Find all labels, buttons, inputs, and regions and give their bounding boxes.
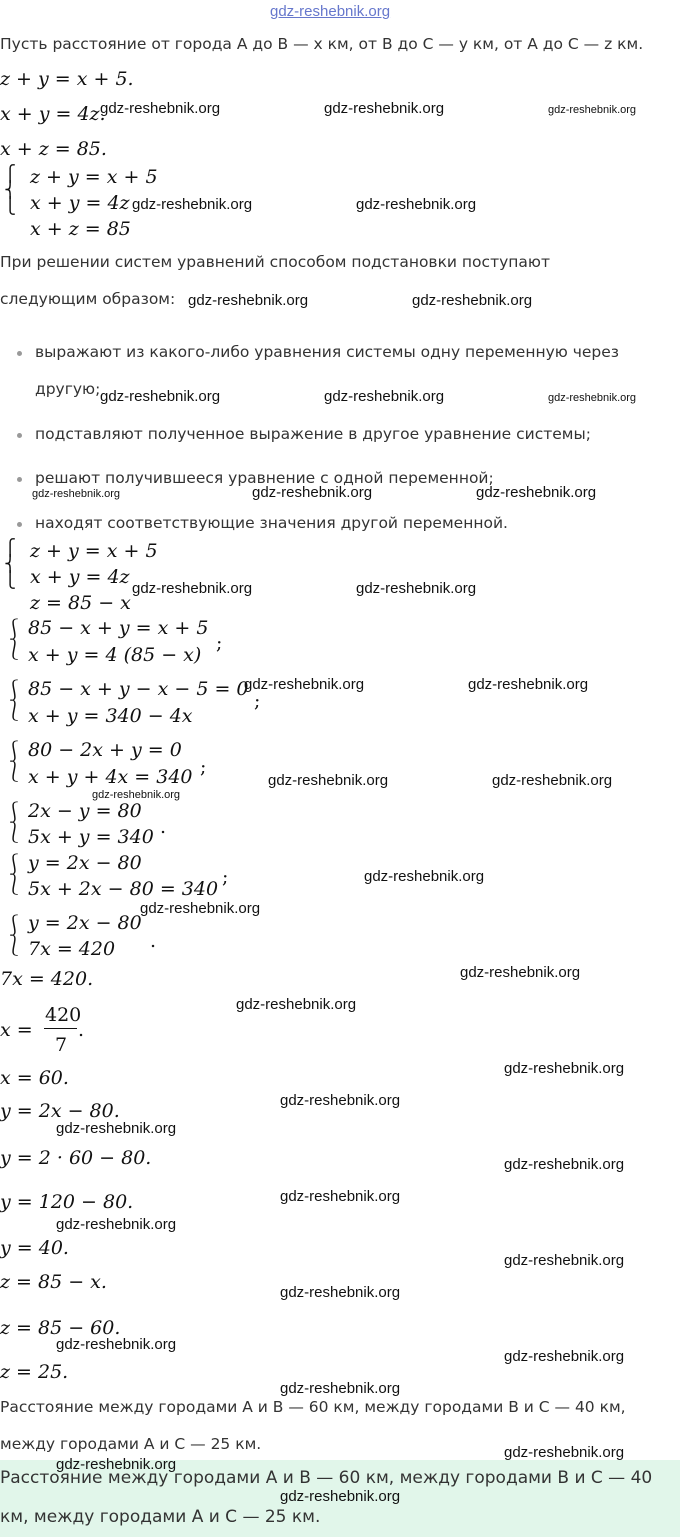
watermark: gdz-reshebnik.org — [280, 1284, 401, 1301]
step-z: z = 25. — [0, 1361, 69, 1383]
system-4-eq-2: x + y = 340 − 4x — [28, 705, 193, 727]
watermark: gdz-reshebnik.org — [324, 100, 445, 117]
watermark: gdz-reshebnik.org — [236, 996, 357, 1013]
watermark: gdz-reshebnik.org — [280, 1380, 401, 1397]
fraction-lhs: x = — [0, 1019, 33, 1041]
system-brace: ⎰ ⎱ — [4, 617, 24, 661]
answer-line-2: между городами А и С — 25 км. — [0, 1435, 262, 1453]
watermark: gdz-reshebnik.org — [504, 1252, 625, 1269]
fraction-numerator: 420 — [45, 1004, 82, 1026]
separator: ; — [254, 690, 261, 712]
system-brace: ⎰ ⎱ — [4, 913, 24, 957]
watermark: gdz-reshebnik.org — [504, 1444, 625, 1461]
method-text-1: При решении систем уравнений способом подстановки поступают — [0, 253, 550, 271]
system-brace: ⎰ ⎱ — [4, 739, 24, 783]
system-7-eq-2: 5x + 2x − 80 = 340 — [28, 878, 219, 900]
equation-2: x + y = 4z. — [0, 103, 106, 125]
watermark: gdz-reshebnik.org — [244, 676, 365, 693]
system-5-eq-1: 80 − 2x + y = 0 — [28, 739, 182, 761]
separator: ; — [222, 866, 229, 888]
system-brace: ⎰ ⎱ — [4, 678, 24, 722]
system-3-eq-1: 85 − x + y = x + 5 — [28, 617, 209, 639]
bullet-1-line-2: другую; — [35, 380, 101, 398]
bullet-dot — [17, 351, 22, 356]
watermark: gdz-reshebnik.org — [56, 1456, 177, 1473]
watermark: gdz-reshebnik.org — [132, 196, 253, 213]
system-brace: ⎰ ⎱ — [4, 800, 24, 844]
fraction-bar — [44, 1028, 77, 1029]
watermark: gdz-reshebnik.org — [356, 196, 477, 213]
watermark: gdz-reshebnik.org — [548, 392, 637, 404]
watermark: gdz-reshebnik.org — [100, 100, 221, 117]
watermark: gdz-reshebnik.org — [412, 292, 533, 309]
separator: ; — [216, 632, 223, 654]
system-3-eq-2: x + y = 4 (85 − x) — [28, 644, 202, 666]
step-z-sub: z = 85 − 60. — [0, 1317, 121, 1339]
separator: . — [160, 816, 167, 838]
watermark: gdz-reshebnik.org — [324, 388, 445, 405]
equation-3: x + z = 85. — [0, 138, 107, 160]
watermark: gdz-reshebnik.org — [280, 1092, 401, 1109]
bullet-1-line-1: выражают из какого-либо уравнения системы одну переменную через — [35, 343, 620, 361]
watermark: gdz-reshebnik.org — [92, 789, 181, 801]
watermark: gdz-reshebnik.org — [32, 488, 121, 500]
watermark: gdz-reshebnik.org — [548, 104, 637, 116]
watermark: gdz-reshebnik.org — [468, 676, 589, 693]
watermark: gdz-reshebnik.org — [356, 580, 477, 597]
bullet-dot — [17, 477, 22, 482]
watermark: gdz-reshebnik.org — [364, 868, 485, 885]
step-x: x = 60. — [0, 1067, 69, 1089]
step-y-sub: y = 2 · 60 − 80. — [0, 1147, 152, 1169]
watermark: gdz-reshebnik.org — [476, 484, 597, 501]
watermark: gdz-reshebnik.org — [504, 1060, 625, 1077]
system-2-eq-1: z + y = x + 5 — [30, 540, 158, 562]
separator: . — [78, 1019, 85, 1041]
bullet-dot — [17, 522, 22, 527]
system-brace: ⎧ ⎨ ⎩ — [4, 164, 16, 215]
watermark: gdz-reshebnik.org — [460, 964, 581, 981]
site-header-link[interactable]: gdz-reshebnik.org — [270, 3, 391, 20]
final-answer-line-2: км, между городами А и С — 25 км. — [0, 1507, 321, 1527]
system-6-eq-1: 2x − y = 80 — [28, 800, 142, 822]
system-8-eq-2: 7x = 420 — [28, 938, 116, 960]
watermark: gdz-reshebnik.org — [252, 484, 373, 501]
system-2-eq-3: z = 85 − x — [30, 592, 131, 614]
watermark: gdz-reshebnik.org — [504, 1348, 625, 1365]
watermark: gdz-reshebnik.org — [492, 772, 613, 789]
step-z-expr: z = 85 − x. — [0, 1271, 107, 1293]
step-y-expr: y = 2x − 80. — [0, 1100, 120, 1122]
watermark: gdz-reshebnik.org — [56, 1336, 177, 1353]
step-y-calc: y = 120 − 80. — [0, 1191, 134, 1213]
watermark: gdz-reshebnik.org — [56, 1120, 177, 1137]
system-brace: ⎧ ⎨ ⎩ — [4, 538, 16, 589]
bullet-2: подставляют полученное выражение в другое уравнение системы; — [35, 425, 591, 443]
system-2-eq-2: x + y = 4z — [30, 566, 130, 588]
watermark: gdz-reshebnik.org — [100, 388, 221, 405]
system-7-eq-1: y = 2x − 80 — [28, 852, 142, 874]
system-1-eq-2: x + y = 4z — [30, 192, 130, 214]
step-y: y = 40. — [0, 1237, 69, 1259]
separator: ; — [200, 756, 207, 778]
watermark: gdz-reshebnik.org — [280, 1188, 401, 1205]
intro-text: Пусть расстояние от города А до В — x км, от В до С — y км, от А до С — z км. — [0, 35, 644, 53]
watermark: gdz-reshebnik.org — [56, 1216, 177, 1233]
system-1-eq-3: x + z = 85 — [30, 218, 131, 240]
system-8-eq-1: y = 2x − 80 — [28, 912, 142, 934]
system-6-eq-2: 5x + y = 340 — [28, 826, 154, 848]
fraction-denominator: 7 — [55, 1034, 68, 1056]
equation-1: z + y = x + 5. — [0, 68, 134, 90]
watermark: gdz-reshebnik.org — [188, 292, 309, 309]
watermark: gdz-reshebnik.org — [140, 900, 261, 917]
system-4-eq-1: 85 − x + y − x − 5 = 0 — [28, 678, 249, 700]
bullet-dot — [17, 433, 22, 438]
separator: . — [150, 930, 157, 952]
system-brace: ⎰ ⎱ — [4, 852, 24, 896]
system-5-eq-2: x + y + 4x = 340 — [28, 766, 193, 788]
method-text-2: следующим образом: — [0, 290, 176, 308]
watermark: gdz-reshebnik.org — [268, 772, 389, 789]
bullet-4: находят соответствующие значения другой переменной. — [35, 514, 508, 532]
final-answer-line-1: Расстояние между городами А и В — 60 км, между городами В и С — 40 — [0, 1468, 653, 1488]
watermark: gdz-reshebnik.org — [504, 1156, 625, 1173]
watermark: gdz-reshebnik.org — [132, 580, 253, 597]
step-7x: 7x = 420. — [0, 968, 94, 990]
watermark: gdz-reshebnik.org — [280, 1488, 401, 1505]
system-1-eq-1: z + y = x + 5 — [30, 166, 158, 188]
bullet-3: решают получившееся уравнение с одной переменной; — [35, 469, 494, 487]
answer-line-1: Расстояние между городами А и В — 60 км, между городами В и С — 40 км, — [0, 1398, 626, 1416]
